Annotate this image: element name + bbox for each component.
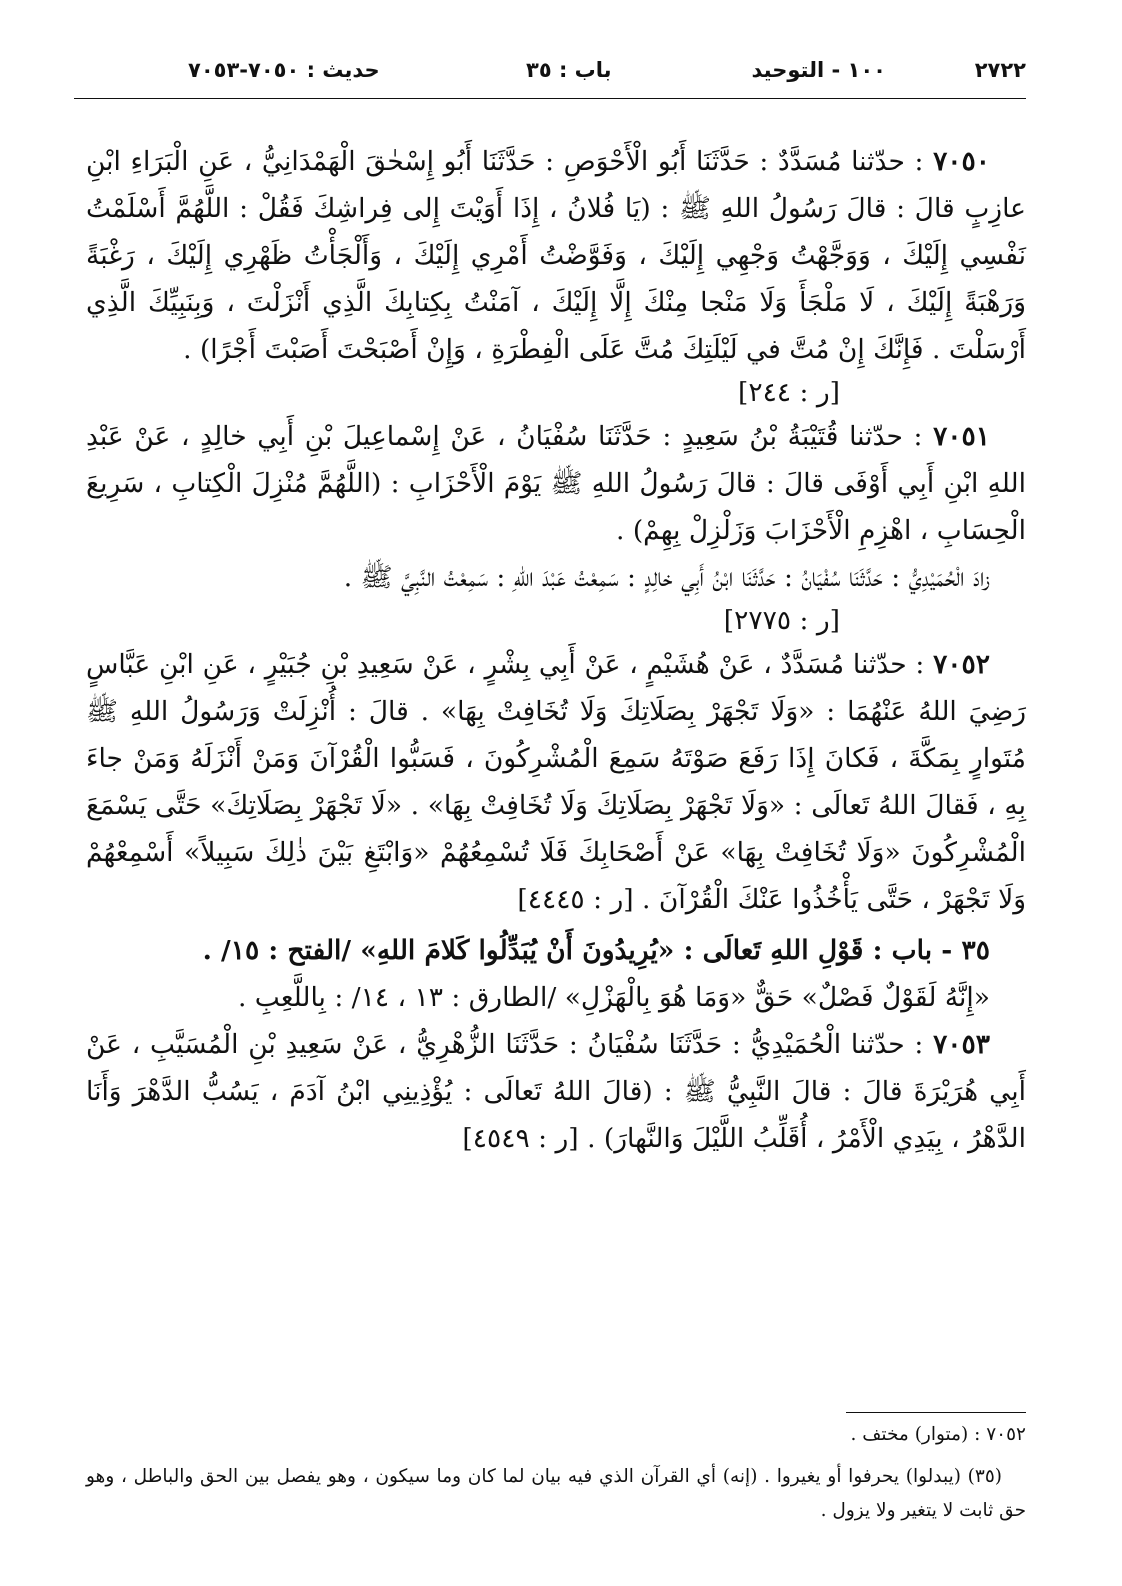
hadith-text: : حدّثنا مُسَدَّدٌ ، عَنْ هُشَيْمٍ ، عَنْ أَبِي بِشْرٍ ، عَنْ سَعِيدِ بْنِ جُبَيْرٍ ، عَنِ ابْنِ عَبَّاسٍ رَضِيَ اللهُ عَنْهُمَا : «وَلَا تَجْهَرْ بِصَلَاتِكَ وَلَا تُخَافِتْ بِهَا» . قالَ : أُنْزِلَتْ وَرَسُولُ اللهِ ﷺ مُتَوارٍ بِمَكَّةَ ، فَكانَ إِذَا رَفَعَ صَوْتَهُ سَمِعَ الْمُشْرِكُونَ ، فَسَبُّوا الْقُرْآنَ وَمَنْ أَنْزَلَهُ وَمَنْ جاءَ بِهِ ، فَقالَ اللهُ تَعالَى : «وَلَا تَجْهَرْ بِصَلَاتِكَ وَلَا تُخَافِتْ بِهَا» . «لَا تَجْهَرْ بِصَلَاتِكَ» حَتَّى يَسْمَعَ الْمُشْرِكُونَ «وَلَا تُخَافِتْ بِهَا» عَنْ أَصْحَابِكَ فَلَا تُسْمِعُهُمْ «وَابْتَغِ بَيْنَ ذٰلِكَ سَبِيلاً» أَسْمِعْهُمْ وَلَا تَجْهَرْ ، حَتَّى يَأْخُذُوا عَنْكَ الْقُرْآنَ . bbox=[86, 649, 1026, 915]
chapter-label: باب : ٣٥ bbox=[526, 58, 612, 82]
bab-heading: ٣٥ - باب : قَوْلِ اللهِ تَعالَى : «يُرِيدُونَ أَنْ يُبَدِّلُوا كَلامَ اللهِ» /الفتح : ١٥/ . bbox=[202, 935, 990, 966]
footnotes bbox=[86, 1418, 1026, 1528]
hadith-7053 bbox=[86, 1021, 1026, 1162]
hadith-addition-text: زادَ الْحُمَيْدِيُّ : حَدَّثَنَا سُفْيَانُ : حَدَّثَنَا ابْنُ أَبِي خالِدٍ : سَمِعْتُ عَبْدَ اللهِ : سَمِعْتُ النَّبِيَّ ﷺ . bbox=[343, 562, 990, 593]
hadith-7051-addition bbox=[86, 554, 1026, 641]
footnote-7052: ٧٠٥٢ : (متوار) مختف . bbox=[850, 1424, 1026, 1445]
book-title: ١٠٠ - التوحيد bbox=[751, 58, 886, 82]
hadith-number: ٧٠٥٢ bbox=[933, 649, 990, 680]
hadith-number: ٧٠٥٠ bbox=[933, 146, 990, 177]
hadith-7052 bbox=[86, 641, 1026, 923]
header-divider bbox=[74, 98, 1026, 99]
hadith-number: ٧٠٥١ bbox=[933, 421, 990, 452]
hadith-7050 bbox=[86, 138, 1026, 413]
hadith-range: حديث : ٧٠٥٠-٧٠٥٣ bbox=[188, 58, 380, 82]
hadith-text: : حدّثنا الْحُمَيْدِيُّ : حَدَّثَنَا سُفْيَانُ : حَدَّثَنَا الزُّهْرِيُّ ، عَنْ سَعِيدِ بْنِ الْمُسَيَّبِ ، عَنْ أَبِي هُرَيْرَةَ قالَ : قالَ النَّبِيُّ ﷺ : (قالَ اللهُ تَعالَى : يُؤْذِينِي ابْنُ آدَمَ ، يَسُبُّ الدَّهْرَ وَأَنَا الدَّهْرُ ، بِيَدِي الْأَمْرُ ، أُقَلِّبُ اللَّيْلَ وَالنَّهارَ) . bbox=[86, 1029, 1026, 1154]
hadith-reference: [ر : ٢٧٧٥] bbox=[723, 605, 840, 636]
running-header bbox=[96, 56, 1026, 92]
hadith-reference: [ر : ٤٥٤٩] bbox=[462, 1123, 579, 1154]
page-number: ٢٧٢٢ bbox=[974, 58, 1026, 82]
hadith-number: ٧٠٥٣ bbox=[933, 1029, 990, 1060]
hadith-text: : حدّثنا مُسَدَّدٌ : حَدَّثَنَا أَبُو الْأَحْوَصِ : حَدَّثَنَا أَبُو إِسْحٰقَ الْهَمْدَانِيُّ ، عَنِ الْبَرَاءِ ابْنِ عازِبٍ قالَ : قالَ رَسُولُ اللهِ ﷺ : (يَا فُلانُ ، إِذَا أَوَيْتَ إِلى فِراشِكَ فَقُلْ : اللَّهُمَّ أَسْلَمْتُ نَفْسِي إِلَيْكَ ، وَوَجَّهْتُ وَجْهِي إِلَيْكَ ، وَفَوَّضْتُ أَمْرِي إِلَيْكَ ، وَأَلْجَأْتُ ظَهْرِي إِلَيْكَ ، رَغْبَةً وَرَهْبَةً إِلَيْكَ ، لَا مَلْجَأَ وَلَا مَنْجا مِنْكَ إِلَّا إِلَيْكَ ، آمَنْتُ بِكِتابِكَ الَّذِي أَنْزَلْتَ ، وَبِنَبِيِّكَ الَّذِي أَرْسَلْتَ . فَإِنَّكَ إِنْ مُتَّ في لَيْلَتِكَ مُتَّ عَلَى الْفِطْرَةِ ، وَإِنْ أَصْبَحْتَ أَصَبْتَ أَجْرًا) . bbox=[86, 146, 1026, 365]
hadith-reference: [ر : ٢٤٤] bbox=[738, 377, 840, 408]
main-text bbox=[86, 138, 1026, 1162]
hadith-text: : حدّثنا قُتَيْبَةُ بْنُ سَعِيدٍ : حَدَّثَنَا سُفْيَانُ ، عَنْ إِسْماعِيلَ بْنِ أَبِي خالِدٍ ، عَنْ عَبْدِ اللهِ ابْنِ أَبِي أَوْفَى قالَ : قالَ رَسُولُ اللهِ ﷺ يَوْمَ الْأَحْزَابِ : (اللَّهُمَّ مُنْزِلَ الْكِتابِ ، سَرِيعَ الْحِسَابِ ، اهْزِمِ الْأَحْزَابَ وَزَلْزِلْ بِهِمْ) . bbox=[86, 421, 1026, 546]
footnote-divider bbox=[846, 1412, 1026, 1413]
hadith-7051 bbox=[86, 413, 1026, 554]
footnote-35: (٣٥) (يبدلوا) يحرفوا أو يغيروا . (إنه) أي القرآن الذي فيه بيان لما كان وما سيكون ، وهو يفصل بين الحق والباطل ، وهو حق ثابت لا يتغير ولا يزول . bbox=[86, 1466, 1026, 1521]
bab-subheading: «إِنَّهُ لَقَوْلٌ فَصْلٌ» حَقٌّ «وَمَا هُوَ بِالْهَزْلِ» /الطارق : ١٣ ، ١٤/ : بِاللَّعِبِ . bbox=[237, 982, 990, 1013]
hadith-reference: [ر : ٤٤٤٥] bbox=[517, 884, 634, 915]
